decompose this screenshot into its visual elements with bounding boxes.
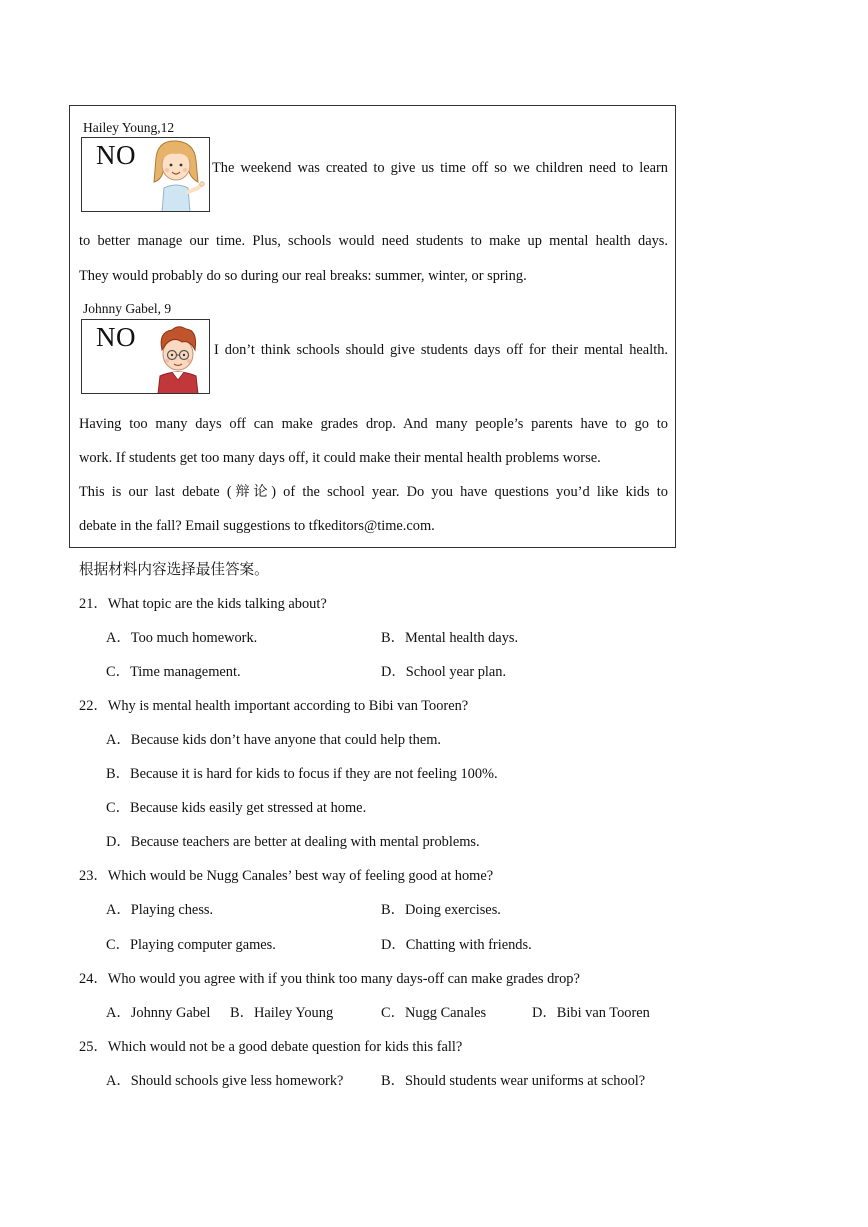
- question-22-option-b: B．Because it is hard for kids to focus if they are not feeling 100%.: [106, 766, 498, 782]
- johnny-text-line-2: Having too many days off can make grades drop. And many people’s parents have to go to: [79, 416, 668, 432]
- hailey-name-label: Hailey Young,12: [83, 120, 175, 135]
- question-22-option-a: A．Because kids don’t have anyone that could help them.: [106, 732, 442, 748]
- closing-text-line-2: debate in the fall? Email suggestions to tfkeditors@time.com.: [79, 518, 435, 534]
- question-22-stem: 22．Why is mental health important according to Bibi van Tooren?: [79, 698, 469, 714]
- hailey-text-line-1: The weekend was created to give us time off so we children need to learn: [212, 160, 668, 176]
- hailey-verdict: NO: [96, 140, 136, 170]
- question-23-option-b: B．Doing exercises.: [381, 902, 501, 918]
- boy-illustration-icon: [148, 320, 208, 394]
- question-22-option-d: D．Because teachers are better at dealing with mental problems.: [106, 834, 480, 850]
- question-24-option-d: D．Bibi van Tooren: [532, 1005, 650, 1021]
- question-24-option-a: A．Johnny Gabel: [106, 1005, 211, 1021]
- question-21-stem: 21．What topic are the kids talking about?: [79, 596, 327, 612]
- girl-illustration-icon: [146, 138, 206, 212]
- question-23-option-d: D．Chatting with friends.: [381, 937, 532, 953]
- johnny-name-label: Johnny Gabel, 9: [83, 301, 172, 316]
- question-23-stem: 23．Which would be Nugg Canales’ best way of feeling good at home?: [79, 868, 494, 884]
- question-21-option-b: B．Mental health days.: [381, 630, 519, 646]
- johnny-text-line-3: work. If students get too many days off, it could make their mental health problems worse.: [79, 450, 601, 466]
- question-21-option-a: A．Too much homework.: [106, 630, 258, 646]
- johnny-opinion-card: [81, 319, 210, 394]
- question-25-option-b: B．Should students wear uniforms at school?: [381, 1073, 646, 1089]
- question-21-option-c: C．Time management.: [106, 664, 241, 680]
- question-25-option-a: A．Should schools give less homework?: [106, 1073, 344, 1089]
- hailey-text-line-3: They would probably do so during our real breaks: summer, winter, or spring.: [79, 268, 527, 284]
- question-24-stem: 24．Who would you agree with if you think too many days-off can make grades drop?: [79, 971, 580, 987]
- closing-text-line-1: This is our last debate (辩论) of the school year. Do you have questions you’d like kids to: [79, 484, 668, 500]
- hailey-opinion-card: [81, 137, 210, 212]
- johnny-text-line-1: I don’t think schools should give students days off for their mental health.: [214, 342, 668, 358]
- hailey-text-line-2: to better manage our time. Plus, schools would need students to make up mental health days.: [79, 233, 668, 249]
- question-24-option-b: B．Hailey Young: [230, 1005, 334, 1021]
- johnny-verdict: NO: [96, 322, 136, 352]
- instruction-heading: 根据材料内容选择最佳答案。: [79, 561, 269, 578]
- question-23-option-a: A．Playing chess.: [106, 902, 214, 918]
- question-25-stem: 25．Which would not be a good debate question for kids this fall?: [79, 1039, 463, 1055]
- question-24-option-c: C．Nugg Canales: [381, 1005, 487, 1021]
- question-21-option-d: D．School year plan.: [381, 664, 507, 680]
- question-22-option-c: C．Because kids easily get stressed at home.: [106, 800, 367, 816]
- question-23-option-c: C．Playing computer games.: [106, 937, 276, 953]
